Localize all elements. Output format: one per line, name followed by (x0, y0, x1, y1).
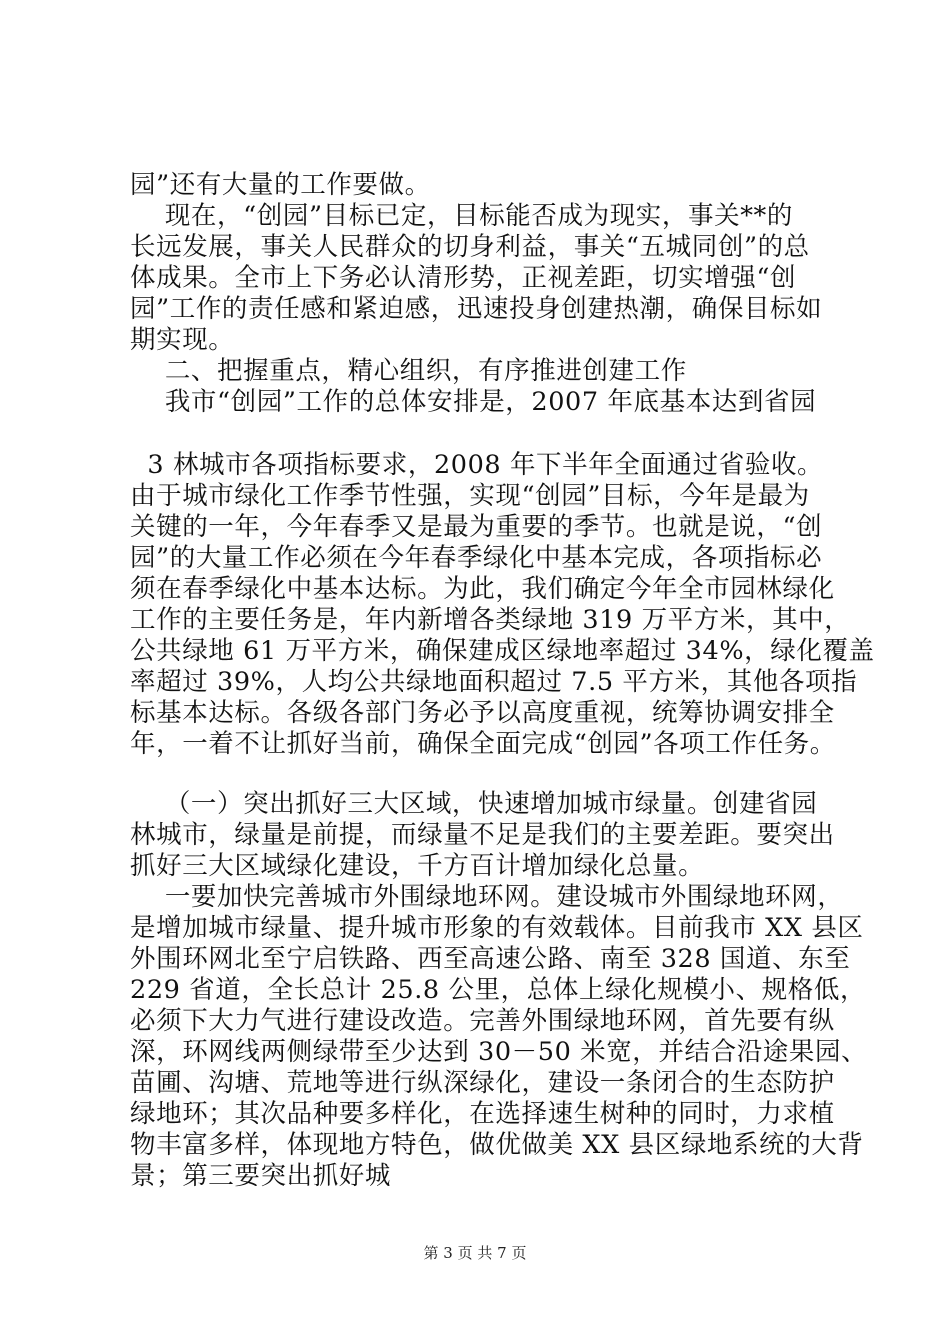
text-line: 由于城市绿化工作季节性强，实现“创园”目标，今年是最为 (130, 481, 810, 511)
text-line: 229 省道，全长总计 25.8 公里，总体上绿化规模小、规格低， (130, 975, 867, 1005)
section-heading: 二、把握重点，精心组织，有序推进创建工作 (130, 356, 687, 386)
text-line: 外围环网北至宁启铁路、西至高速公路、南至 328 国道、东至 (130, 944, 851, 974)
text-line: 长远发展，事关人民群众的切身利益，事关“五城同创”的总 (130, 232, 810, 262)
text-line: 工作的主要任务是，年内新增各类绿地 319 万平方米，其中， (130, 605, 851, 635)
text-line: 3 林城市各项指标要求，2008 年下半年全面通过省验收。 (130, 450, 824, 480)
text-line: 苗圃、沟塘、荒地等进行纵深绿化，建设一条闭合的生态防护 (130, 1068, 835, 1098)
text-line: 体成果。全市上下务必认清形势，正视差距，切实增强“创 (130, 263, 797, 293)
text-line: 物丰富多样，体现地方特色，做优做美 XX 县区绿地系统的大背 (130, 1130, 864, 1160)
text-line: 是增加城市绿量、提升城市形象的有效载体。目前我市 XX 县区 (130, 913, 864, 943)
text-line: 我市“创园”工作的总体安排是，2007 年底基本达到省园 (130, 387, 817, 417)
text-line: 抓好三大区域绿化建设，千方百计增加绿化总量。 (130, 851, 705, 881)
text-line: 关键的一年，今年春季又是最为重要的季节。也就是说，“创 (130, 512, 823, 542)
text-line: 必须下大力气进行建设改造。完善外围绿地环网，首先要有纵 (130, 1006, 835, 1036)
text-line: （一）突出抓好三大区域，快速增加城市绿量。创建省园 (130, 789, 818, 819)
text-line: 景；第三要突出抓好城 (130, 1161, 392, 1191)
text-line: 一要加快完善城市外围绿地环网。建设城市外围绿地环网， (130, 882, 844, 912)
text-line: 林城市，绿量是前提，而绿量不足是我们的主要差距。要突出 (130, 820, 835, 850)
text-line: 年，一着不让抓好当前，确保全面完成“创园”各项工作任务。 (130, 729, 836, 759)
text-line: 率超过 39%，人均公共绿地面积超过 7.5 平方米，其他各项指 (130, 667, 858, 697)
text-line: 期实现。 (130, 325, 235, 355)
text-line: 园”的大量工作必须在今年春季绿化中基本完成，各项指标必 (130, 543, 823, 573)
text-line: 公共绿地 61 万平方米，确保建成区绿地率超过 34%，绿化覆盖 (130, 636, 875, 666)
text-line: 园”工作的责任感和紧迫感，迅速投身创建热潮，确保目标如 (130, 294, 823, 324)
text-line: 绿地环；其次品种要多样化，在选择速生树种的同时，力求植 (130, 1099, 835, 1129)
text-line: 深，环网线两侧绿带至少达到 30－50 米宽，并结合沿途果园、 (130, 1037, 868, 1067)
text-line: 园”还有大量的工作要做。 (130, 170, 431, 200)
text-line: 现在，“创园”目标已定，目标能否成为现实，事关**的 (130, 201, 793, 231)
text-line: 须在春季绿化中基本达标。为此，我们确定今年全市园林绿化 (130, 574, 835, 604)
page-number-footer: 第 3 页 共 7 页 (423, 1244, 527, 1262)
text-line: 标基本达标。各级各部门务必予以高度重视，统筹协调安排全 (130, 698, 835, 728)
